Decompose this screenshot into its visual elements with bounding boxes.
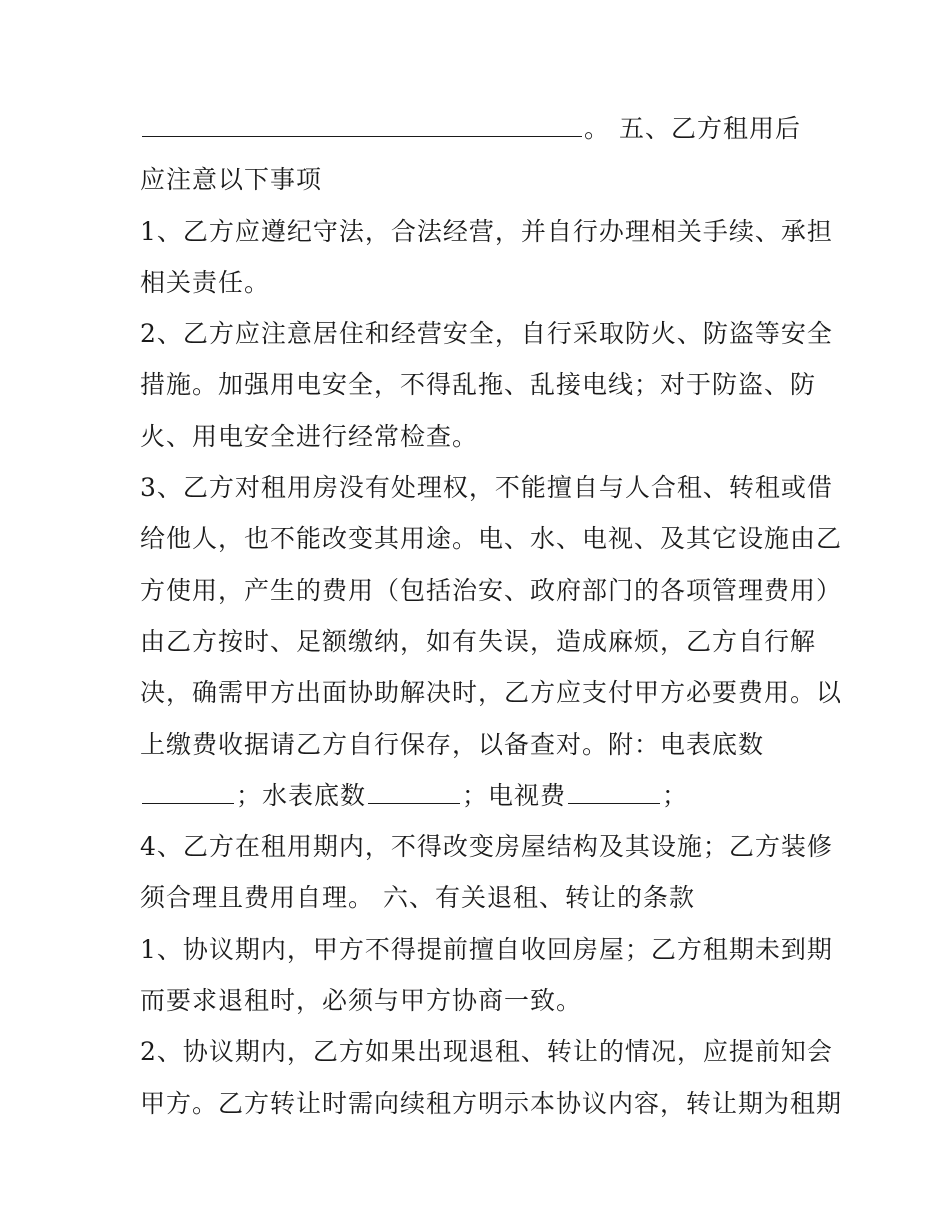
text-line: 1、协议期内，甲方不得提前擅自收回房屋；乙方租期未到期 <box>140 934 833 964</box>
text-line: 3、乙方对租用房没有处理权，不能擅自与人合租、转租或借 <box>140 473 833 503</box>
text-line: 火、用电安全进行经常检查。 <box>140 421 479 451</box>
text-line: 由乙方按时、足额缴纳，如有失误，造成麻烦，乙方自行解 <box>140 626 817 656</box>
text-line: 须合理且费用自理。 六、有关退租、转让的条款 <box>140 883 695 913</box>
text-line: 4、乙方在租用期内，不得改变房屋结构及其设施；乙方装修 <box>140 832 833 862</box>
text-line: 相关责任。 <box>140 267 271 297</box>
text-segment: 。 五、乙方租用后 <box>584 114 801 143</box>
text-line: 甲方。乙方转让时需向续租方明示本协议内容，转让期为租期 <box>140 1088 843 1118</box>
text-line: 应注意以下事项 <box>140 165 323 195</box>
text-line: 措施。加强用电安全，不得乱拖、乱接电线；对于防盗、防 <box>140 370 817 400</box>
tv-fee-blank[interactable] <box>568 785 660 804</box>
document-body <box>140 103 843 1129</box>
text-line: 而要求退租时，必须与甲方协商一致。 <box>140 986 583 1016</box>
text-line: 给他人，也不能改变其用途。电、水、电视、及其它设施由乙 <box>140 524 843 554</box>
text-line: 决，确需甲方出面协助解决时，乙方应支付甲方必要费用。以 <box>140 678 843 708</box>
text-line <box>140 770 820 821</box>
text-segment: ；水表底数 <box>236 780 367 810</box>
text-line: 1、乙方应遵纪守法，合法经营，并自行办理相关手续、承担 <box>140 216 833 246</box>
text-line: 方使用，产生的费用（包括治安、政府部门的各项管理费用） <box>140 575 843 605</box>
text-line: 2、乙方应注意居住和经营安全，自行采取防火、防盗等安全 <box>140 319 833 349</box>
text-segment: ；电视费 <box>462 780 567 810</box>
text-line <box>140 103 820 154</box>
fill-in-blank[interactable] <box>142 118 582 137</box>
electric-meter-blank[interactable] <box>142 785 234 804</box>
text-segment: ； <box>662 780 689 810</box>
water-meter-blank[interactable] <box>368 785 460 804</box>
text-line: 2、协议期内，乙方如果出现退租、转让的情况，应提前知会 <box>140 1037 833 1067</box>
text-line: 上缴费收据请乙方自行保存，以备查对。附：电表底数 <box>140 729 765 759</box>
